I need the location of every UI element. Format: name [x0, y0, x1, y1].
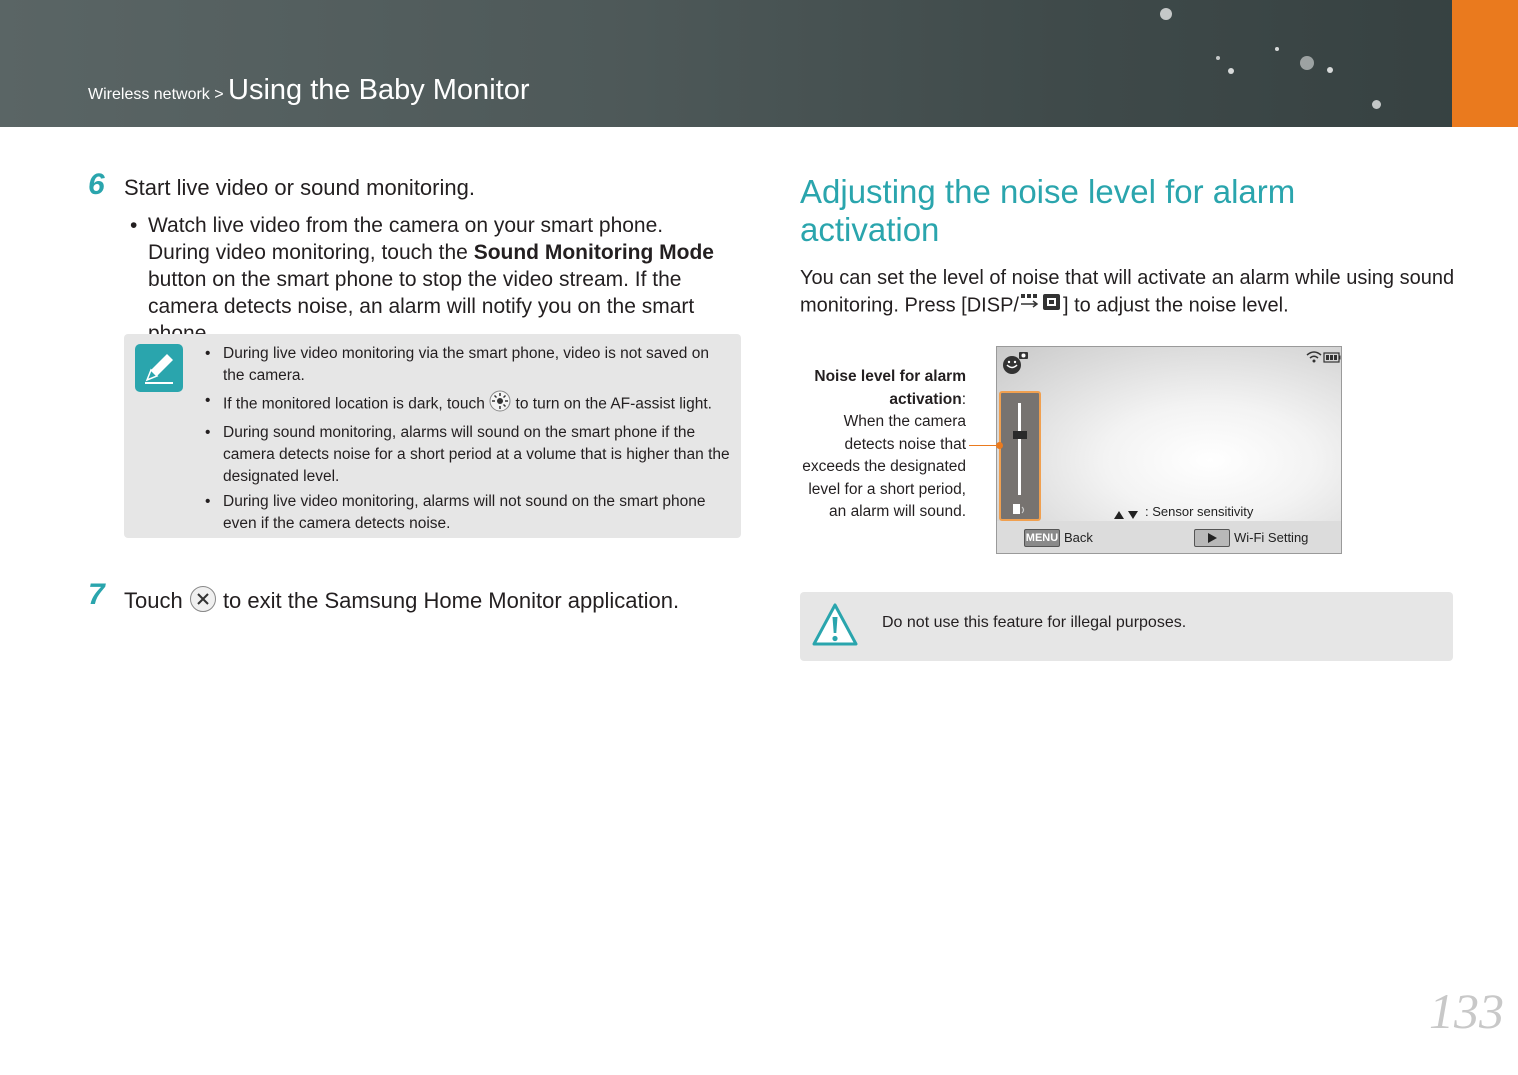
wifi-icon	[1306, 350, 1322, 368]
decorative-sparkle	[1372, 100, 1381, 109]
page-number: 133	[1429, 983, 1504, 1039]
af-assist-light-icon	[489, 390, 511, 419]
decorative-sparkle	[1275, 47, 1279, 51]
bullet-dot: •	[130, 214, 138, 237]
camera-screen	[996, 346, 1342, 554]
note-item: • During sound monitoring, alarms will sound on the smart phone if the camera detects noise for a short period at a volume that is higher than the designated level.	[205, 422, 730, 488]
note-item	[205, 390, 730, 419]
disp-key-label: DISP	[966, 294, 1014, 317]
wifi-setting-label: Wi-Fi Setting	[1234, 530, 1309, 545]
breadcrumb-section: Wireless network	[88, 86, 210, 103]
section-intro-before: You can set the level of noise that will activate an alarm while using sound monitoring. Press [	[800, 267, 1455, 317]
note-item-after: to turn on the AF-assist light.	[511, 395, 712, 413]
step-bullet	[130, 212, 730, 347]
step-number: 6	[88, 168, 105, 201]
callout-colon: :	[961, 390, 966, 408]
step-number: 7	[88, 578, 105, 611]
battery-icon	[1323, 350, 1341, 368]
noise-level-callout	[790, 366, 966, 524]
section-title: Adjusting the noise level for alarm activation	[800, 173, 1296, 248]
baby-monitor-icon	[1000, 350, 1030, 381]
step-text: Start live video or sound monitoring.	[124, 175, 475, 200]
menu-key[interactable]: MENU	[1024, 529, 1060, 547]
note-item-before: If the monitored location is dark, touch	[223, 395, 490, 413]
warning-icon	[810, 600, 860, 650]
section-intro	[800, 265, 1460, 320]
play-icon	[1195, 530, 1229, 546]
note-item: • During live video monitoring via the smart phone, video is not saved on the camera.	[205, 343, 730, 387]
pencil-note-icon	[135, 344, 183, 392]
screen-bottom-bar	[997, 521, 1341, 554]
bullet-text-before: Watch live video from the camera on your smart phone. During video monitoring, touch the	[148, 214, 664, 264]
key-slash: /	[1013, 294, 1019, 317]
breadcrumb	[88, 74, 529, 107]
step-text-before: Touch	[124, 587, 189, 613]
decorative-sparkle	[1327, 67, 1333, 73]
microphone-icon	[1011, 501, 1027, 520]
decorative-sparkle	[1300, 56, 1314, 70]
callout-leader-line	[969, 445, 999, 446]
chapter-tab	[1452, 0, 1518, 127]
bullet-text-bold: Sound Monitoring Mode	[473, 241, 714, 264]
bullet-text-after: button on the smart phone to stop the video stream. If the camera detects noise, an alarm will notify you on the smart	[148, 268, 695, 318]
step-text	[124, 585, 679, 619]
section-intro-after: ] to adjust the noise level.	[1062, 294, 1289, 317]
back-label: Back	[1064, 530, 1093, 545]
page-title: Using the Baby Monitor	[228, 74, 530, 106]
callout-heading: Noise level for alarm activation	[814, 368, 966, 408]
close-circle-icon	[189, 585, 217, 619]
decorative-sparkle	[1216, 56, 1220, 60]
breadcrumb-separator: >	[209, 86, 229, 103]
sensor-sensitivity-label: : Sensor sensitivity	[1145, 504, 1254, 519]
page-header	[0, 0, 1518, 127]
step-text-after: to exit the Samsung Home Monitor application.	[216, 587, 680, 613]
play-key[interactable]	[1194, 529, 1230, 547]
decorative-sparkle	[1228, 68, 1234, 74]
slider-track	[1018, 403, 1021, 495]
decorative-sparkle	[1160, 8, 1172, 20]
note-list	[205, 343, 730, 538]
drive-timer-icon	[1019, 292, 1063, 320]
callout-text: When the camera detects noise that exceeds the designated level for a short period, an alarm will sound.	[802, 413, 966, 520]
note-item: • During live video monitoring, alarms will not sound on the smart phone even if the camera detects noise.	[205, 491, 730, 535]
warning-text: Do not use this feature for illegal purposes.	[882, 614, 1187, 631]
noise-level-slider[interactable]	[999, 391, 1041, 521]
slider-handle[interactable]	[1013, 431, 1027, 439]
callout-leader-dot	[996, 442, 1003, 449]
